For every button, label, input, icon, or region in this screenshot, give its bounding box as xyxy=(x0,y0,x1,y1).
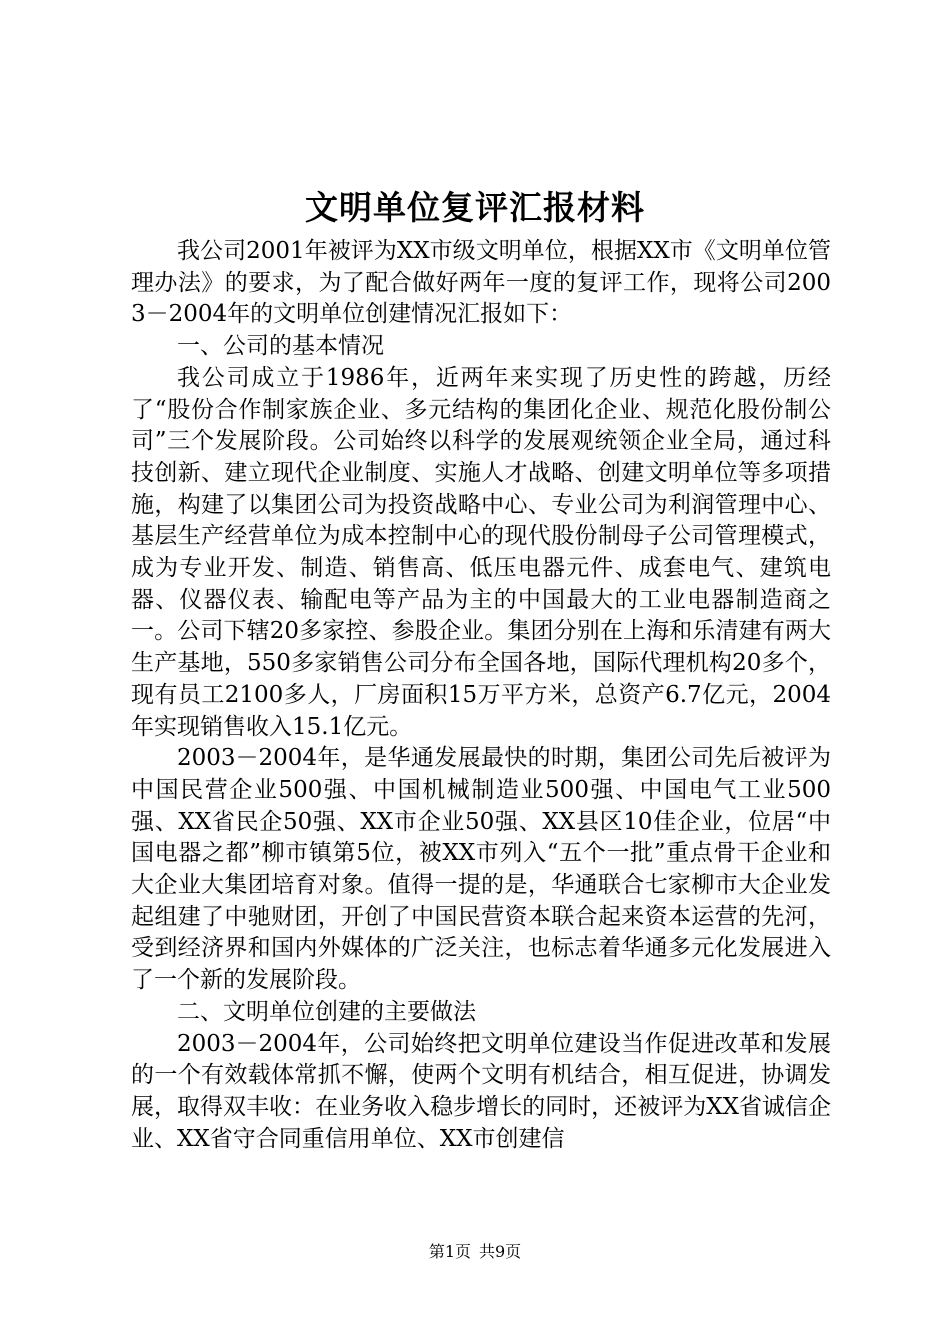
document-body xyxy=(131,236,831,1155)
section-heading-main-practices: 二、文明单位创建的主要做法 xyxy=(177,998,476,1025)
paragraph-intro: 我公司2001年被评为XX市级文明单位，根据XX市《文明单位管理办法》的要求，为了配合做好两年一度的复评工作，现将公司2003－2004年的文明单位创建情况汇报如下： xyxy=(131,238,831,328)
paragraph-company-overview: 我公司成立于1986年，近两年来实现了历史性的跨越，历经了“股份合作制家族企业、多元结构的集团化企业、规范化股份制公司”三个发展阶段。公司始终以科学的发展观统领企业全局，通过科技创新、建立现代企业制度、实施人才战略、创建文明单位等多项措施，构建了以集团公司为投资战略中心、专业公司为利润管理中心、基层生产经营单位为成本控制中心的现代股份制母子公司管理模式，成为专业开发、制造、销售高、低压电器元件、成套电气、建筑电器、仪器仪表、输配电等产品为主的中国最大的工业电器制造商之一。公司下辖20多家控、参股企业。集团分别在上海和乐清建有两大生产基地，550多家销售公司分布全国各地，国际代理机构20多个，现有员工2100多人，厂房面积15万平方米，总资产6.7亿元，2004年实现销售收入15.1亿元。 xyxy=(131,364,831,740)
page-footer xyxy=(0,1242,950,1262)
page-total: 共9页 xyxy=(479,1242,522,1261)
paragraph-development-period: 2003－2004年，是华通发展最快的时期，集团公司先后被评为中国民营企业500强、中国机械制造业500强、中国电气工业500强、XX省民企50强、XX市企业50强、XX县区10佳企业，位居“中国电器之都”柳市镇第5位，被XX市列入“五个一批”重点骨干企业和大企业大集团培育对象。值得一提的是，华通联合七家柳市大企业发起组建了中驰财团，开创了中国民营资本联合起来资本运营的先河，受到经济界和国内外媒体的广泛关注，也标志着华通多元化发展进入了一个新的发展阶段。 xyxy=(131,745,831,994)
section-heading-basic-info: 一、公司的基本情况 xyxy=(177,333,384,360)
page-number: 第1页 xyxy=(428,1242,471,1261)
document-title: 文明单位复评汇报材料 xyxy=(305,188,645,227)
paragraph-practices: 2003－2004年，公司始终把文明单位建设当作促进改革和发展的一个有效载体常抓不懈，使两个文明有机结合，相互促进，协调发展，取得双丰收：在业务收入稳步增长的同时，还被评为XX省诚信企业、XX省守合同重信用单位、XX市创建信 xyxy=(131,1030,831,1152)
